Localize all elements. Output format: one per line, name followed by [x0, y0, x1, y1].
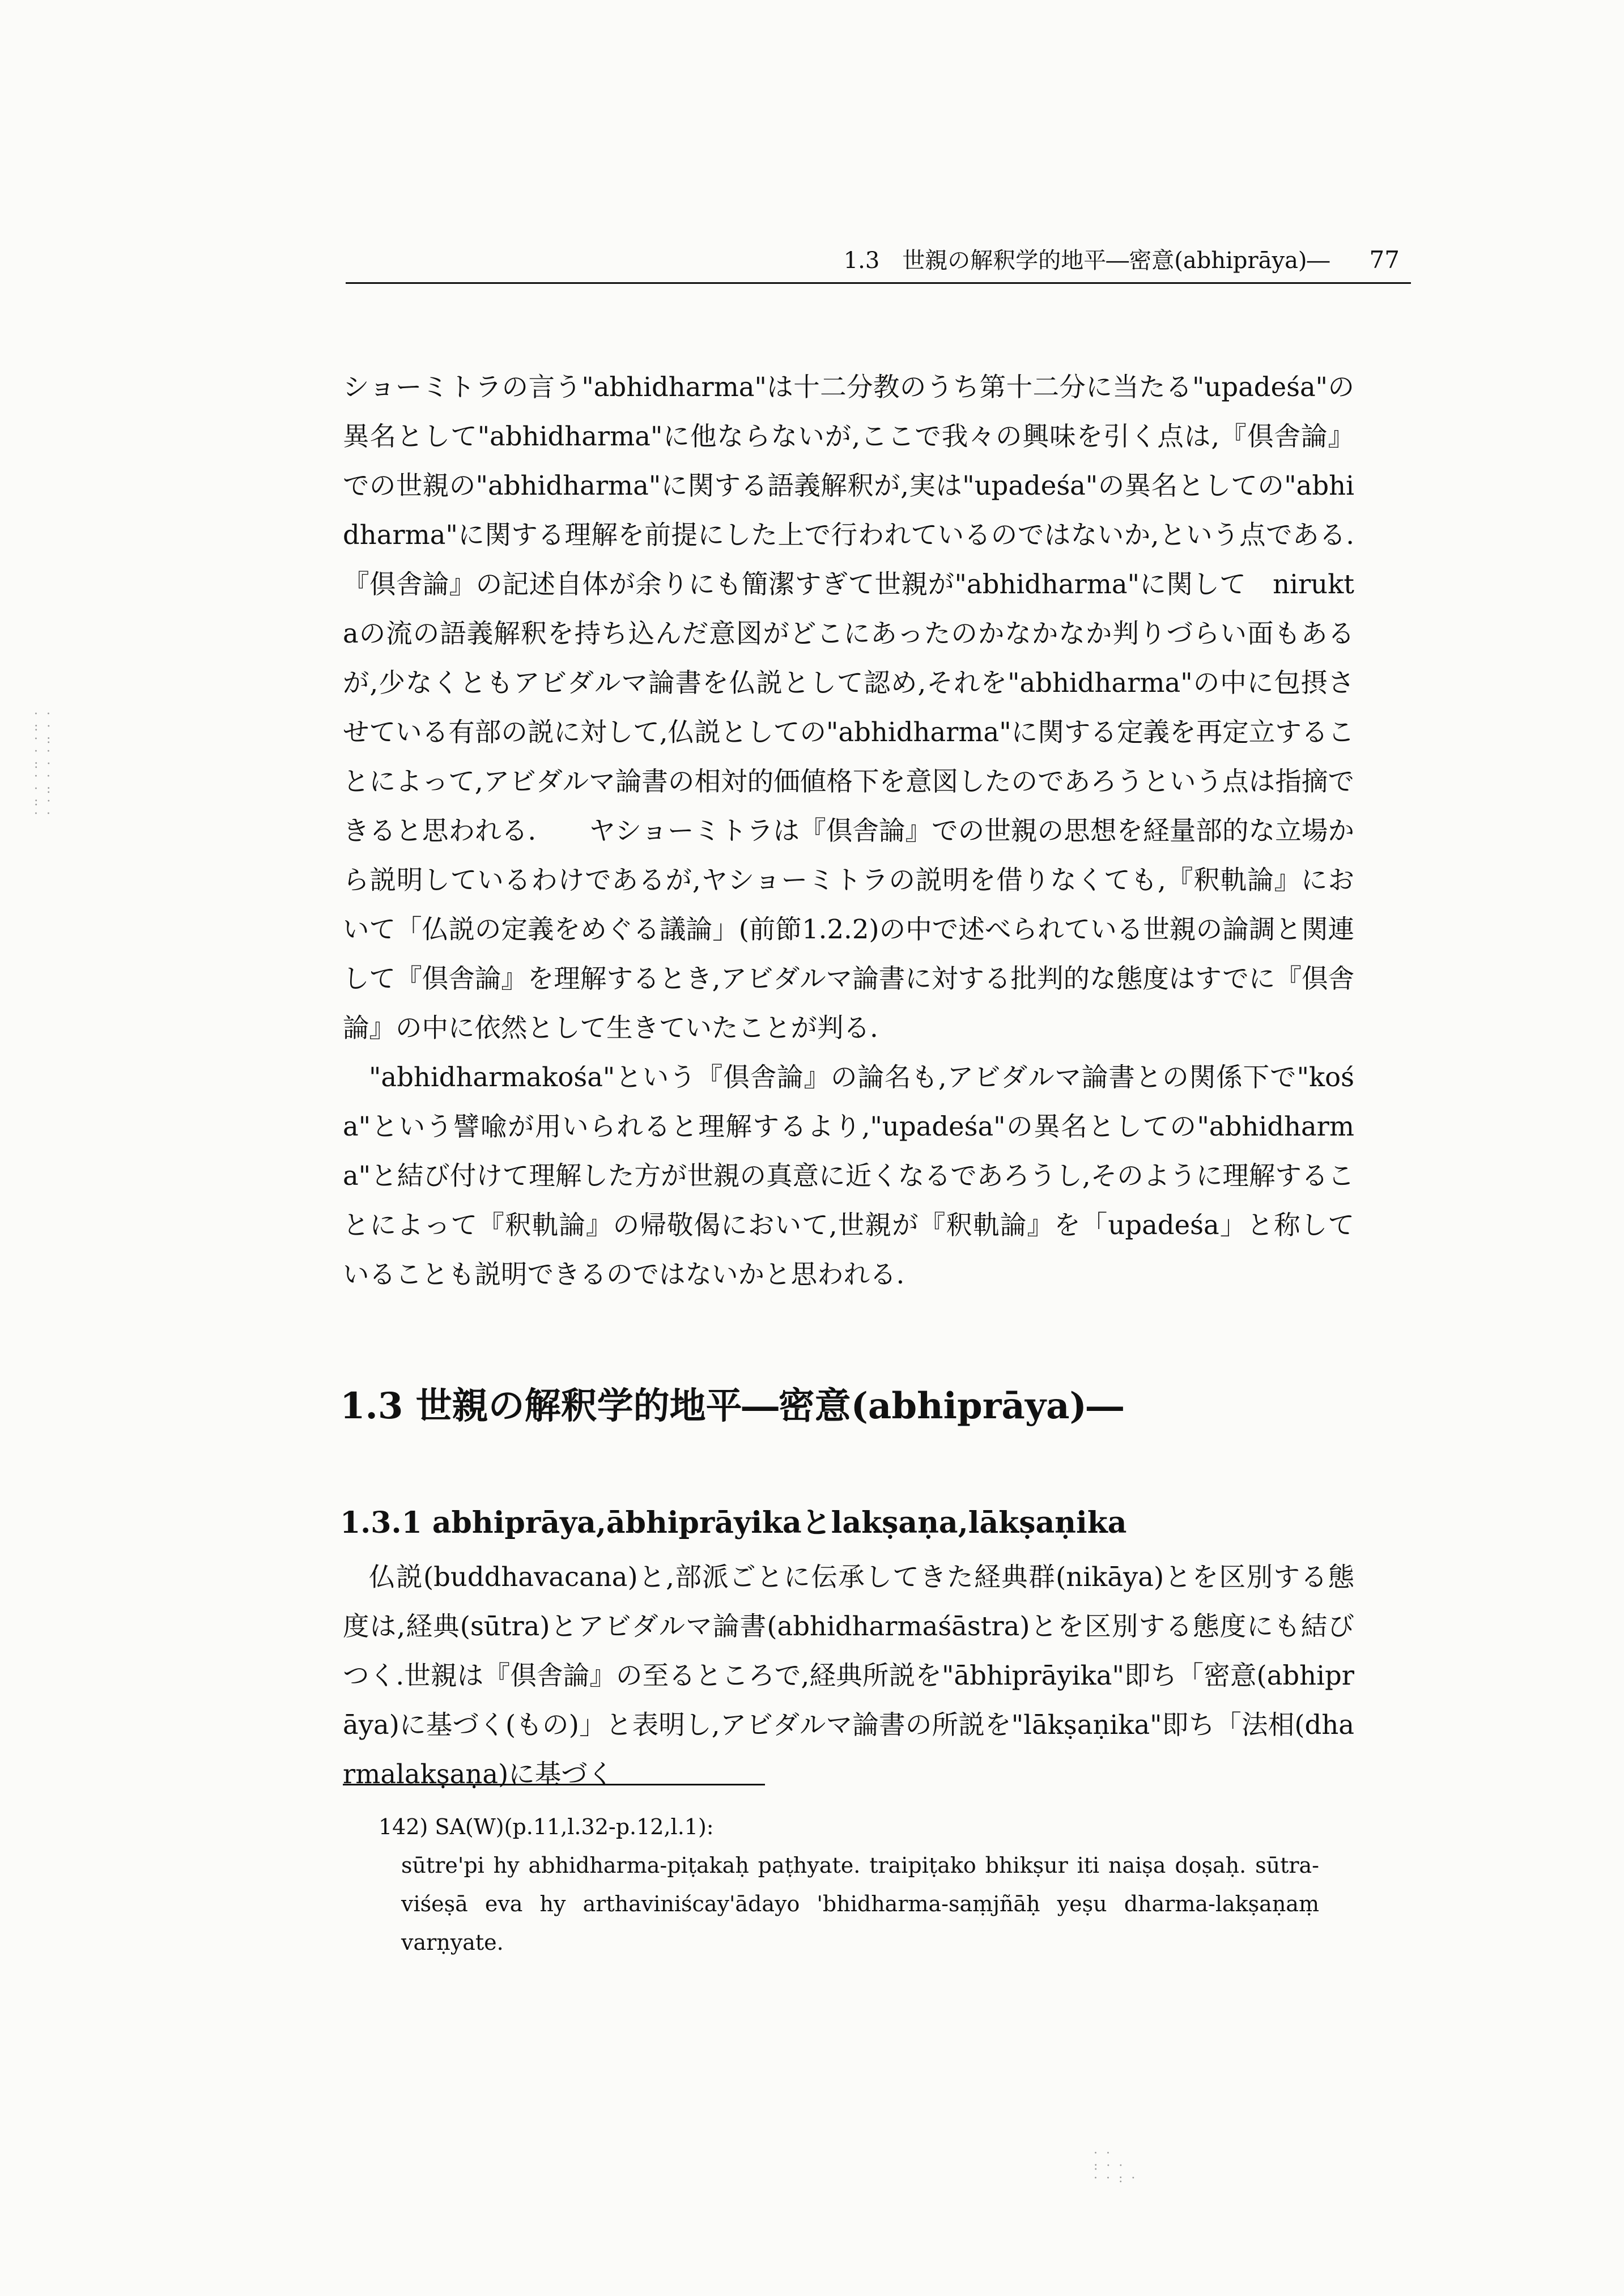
subsection-heading: 1.3.1 abhiprāya,ābhiprāyikaとlakṣaṇa,lākṣaṇika	[340, 1506, 1127, 1540]
subsection-paragraph-block	[343, 1553, 1354, 1799]
body-paragraph-1-block	[343, 363, 1354, 1053]
body-paragraph-1: ショーミトラの言う"abhidharma"は十二分教のうち第十二分に当たる"upadeśa"の異名として"abhidharma"に他ならないが,ここで我々の興味を引く点は,『倶舎論』での世親の"abhidharma"に関する語義解釈が,実は"upadeśa"の異名としての"abhidharma"に関する理解を前提にした上で行われているのではないか,という点である.『倶舎論』の記述自体が余りにも簡潔すぎて世親が"abhidharma"に関して niruktaの流の語義解釈を持ち込んだ意図がどこにあったのかなかなか判りづらい面もあるが,少なくともアビダルマ論書を仏説として認め,それを"abhidharma"の中に包摂させている有部の説に対して,仏説としての"abhidharma"に関する定義を再定立することによって,アビダルマ論書の相対的価値格下を意図したのであろうという点は指摘できると思われる. ヤショーミトラは『倶舎論』での世親の思想を経量部的な立場から説明しているわけであるが,ヤショーミトラの説明を借りなくても,『釈軌論』において「仏説の定義をめぐる議論」(前節1.2.2)の中で述べられている世親の論調と関連して『倶舎論』を理解するとき,アビダルマ論書に対する批判的な態度はすでに『倶舎論』の中に依然として生きていたことが判る.	[343, 372, 1354, 1043]
scan-noise-left: · · : · · : · · : · · · · : : · · ·	[34, 707, 53, 821]
page-number: 77	[1369, 246, 1400, 274]
footnote-text: sūtre'pi hy abhidharma-piṭakaḥ paṭhyate. traipiṭako bhikṣur iti naiṣa doṣaḥ. sūtra-viśeṣā eva hy arthaviniścay'ādayo 'bhidharma-saṃjñāḥ yeṣu dharma-lakṣaṇaṃ varṇyate.	[401, 1853, 1319, 1955]
header-section-title: 1.3 世親の解釈学的地平―密意(abhiprāya)―	[843, 248, 1330, 274]
body-paragraph-2: "abhidharmakośa"という『倶舎論』の論名も,アビダルマ論書との関係下で"kośa"という譬喩が用いられると理解するより,"upadeśa"の異名としての"abhidharma"と結び付けて理解した方が世親の真意に近くなるであろうし,そのように理解することによって『釈軌論』の帰敬偈において,世親が『釈軌論』を「upadeśa」と称していることも説明できるのではないかと思われる.	[343, 1062, 1354, 1290]
body-paragraph-2-block	[343, 1053, 1354, 1299]
footnote-label: 142) SA(W)(p.11,l.32-p.12,l.1):	[379, 1814, 714, 1839]
footnote-rule	[343, 1784, 765, 1785]
scan-noise-bottom: · · : · · · · : ·	[1094, 2146, 1138, 2186]
section-heading: 1.3 世親の解釈学的地平―密意(abhiprāya)―	[340, 1385, 1123, 1427]
subsection-paragraph: 仏説(buddhavacana)と,部派ごとに伝承してきた経典群(nikāya)とを区別する態度は,経典(sūtra)とアビダルマ論書(abhidharmaśāstra)とを区別する態度にも結びつく.世親は『倶舎論』の至るところで,経典所説を"ābhiprāyika"即ち「密意(abhiprāya)に基づく(もの)」と表明し,アビダルマ論書の所説を"lākṣaṇika"即ち「法相(dharmalakṣaṇa)に基づく	[343, 1562, 1354, 1789]
running-header	[346, 243, 1411, 284]
footnote	[379, 1808, 1319, 1962]
